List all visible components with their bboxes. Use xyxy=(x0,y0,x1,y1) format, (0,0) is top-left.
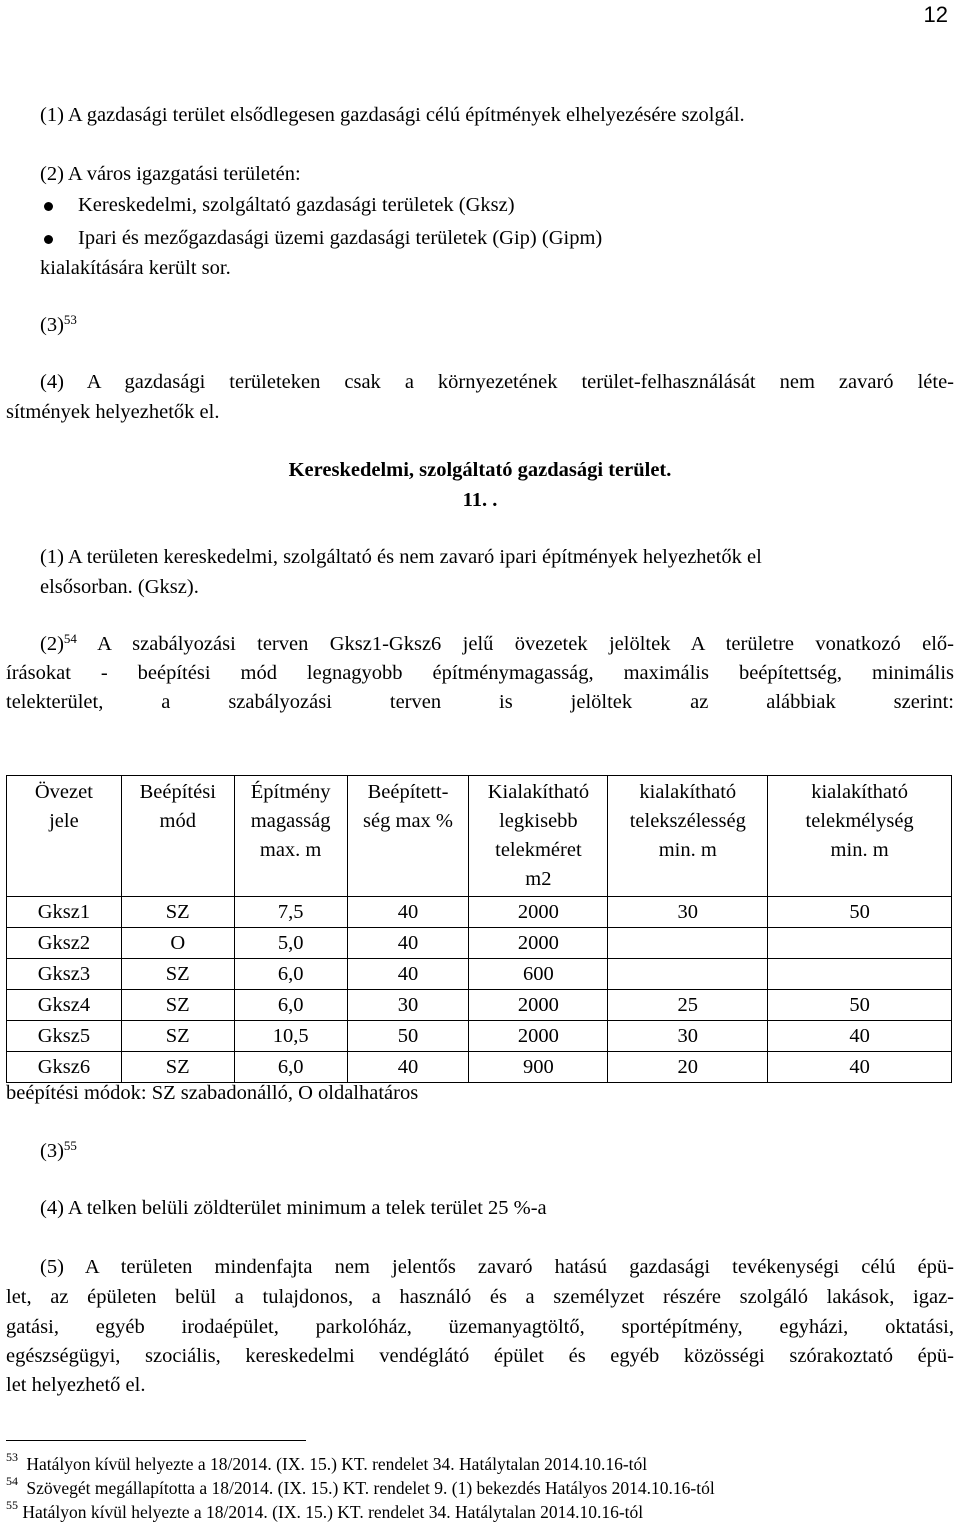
table-cell: 5,0 xyxy=(234,928,347,959)
footnote xyxy=(6,1450,648,1475)
section-paragraph-5-line: let, az épületen belül a tulajdonos, a használó és a személyzet részére szolgáló lakások, igaz- xyxy=(6,1286,954,1308)
footnote-text: Hatályon kívül helyezte a 18/2014. (IX. 15.) KT. rendelet 34. Hatálytalan 2014.10.16-tól xyxy=(26,1454,648,1474)
table-cell xyxy=(768,959,952,990)
header-line: Övezet xyxy=(34,781,93,803)
header-line: telekszélesség xyxy=(629,810,746,832)
table-cell: 2000 xyxy=(469,990,608,1021)
section-paragraph-5-line: gatási, egyéb irodaépület, parkolóház, üzemanyagtöltő, sportépítmény, egyházi, oktatási, xyxy=(6,1316,954,1338)
header-line: max. m xyxy=(259,839,322,861)
section-paragraph-5-line: egészségügyi, szociális, kereskedelmi vendéglátó épület és egyéb közösségi szórakoztató épü- xyxy=(6,1345,954,1367)
table-cell: 10,5 xyxy=(234,1021,347,1052)
footnote-number: 54 xyxy=(6,1474,18,1488)
header-line: telekmélység xyxy=(805,810,914,832)
table-cell xyxy=(608,959,768,990)
table-cell: 40 xyxy=(347,928,469,959)
table-cell: O xyxy=(121,928,234,959)
table-cell: 50 xyxy=(347,1021,469,1052)
paragraph-4-line-1: (4) A gazdasági területeken csak a környezetének terület-felhasználását nem zavaró léte- xyxy=(40,371,954,393)
footnote-text: Szövegét megállapította a 18/2014. (IX. 15.) KT. rendelet 9. (1) bekezdés Hatályos 2014.10.16-tól xyxy=(26,1478,715,1498)
footnote-ref: 54 xyxy=(63,631,77,646)
table-cell: 25 xyxy=(608,990,768,1021)
paragraph-label: (2) xyxy=(40,633,64,655)
table-cell: SZ xyxy=(121,959,234,990)
table-header-cell xyxy=(469,776,608,897)
table-header-row xyxy=(7,776,952,897)
table-cell: 30 xyxy=(347,990,469,1021)
footnote-ref: 55 xyxy=(63,1138,77,1153)
section-paragraph-5-line: (5) A területen mindenfajta nem jelentős zavaró hatású gazdasági tevékenységi célú épü- xyxy=(40,1256,954,1278)
paragraph-2-intro: (2) A város igazgatási területén: xyxy=(40,163,301,185)
table-cell: SZ xyxy=(121,990,234,1021)
table-cell: 600 xyxy=(469,959,608,990)
header-line: magasság xyxy=(250,810,331,832)
header-line: min. m xyxy=(658,839,717,861)
paragraph-1: (1) A gazdasági terület elsődlegesen gazdasági célú építmények elhelyezésére szolgál. xyxy=(40,104,745,126)
table-header-cell xyxy=(768,776,952,897)
header-line: legkisebb xyxy=(499,810,578,832)
header-line: Kialakítható xyxy=(487,781,590,803)
table-cell xyxy=(608,928,768,959)
table-cell xyxy=(768,928,952,959)
bullet-icon xyxy=(44,202,53,211)
table-row xyxy=(7,1021,952,1052)
paragraph-3 xyxy=(40,311,77,341)
paragraph-label: (3) xyxy=(40,314,64,336)
header-line: kialakítható xyxy=(639,781,737,803)
table-cell: Gksz6 xyxy=(7,1052,122,1083)
table-cell: SZ xyxy=(121,897,234,928)
paragraph-text: A szabályozási terven Gksz1-Gksz6 jelű övezetek jelöltek A területre vonatkozó elő- xyxy=(97,633,954,655)
header-line: kialakítható xyxy=(811,781,908,803)
table-header-cell xyxy=(7,776,122,897)
table-row xyxy=(7,959,952,990)
table-cell: 20 xyxy=(608,1052,768,1083)
table-row xyxy=(7,990,952,1021)
table-cell: 2000 xyxy=(469,897,608,928)
paragraph-label: (3) xyxy=(40,1140,64,1162)
table-header-cell xyxy=(347,776,469,897)
footnote-ref: 53 xyxy=(63,312,77,327)
table-cell: 7,5 xyxy=(234,897,347,928)
table-cell: 40 xyxy=(347,897,469,928)
table-cell: 6,0 xyxy=(234,990,347,1021)
table-cell: 30 xyxy=(608,897,768,928)
footnote-number: 55 xyxy=(6,1498,18,1512)
table-cell: SZ xyxy=(121,1052,234,1083)
table-cell: 40 xyxy=(347,1052,469,1083)
header-line: mód xyxy=(159,810,196,832)
table-row xyxy=(7,928,952,959)
section-paragraph-3 xyxy=(40,1137,77,1167)
table-cell: 2000 xyxy=(469,928,608,959)
bullet-icon xyxy=(44,235,53,244)
table-cell: 40 xyxy=(768,1052,952,1083)
page-number: 12 xyxy=(923,2,948,27)
table-cell: SZ xyxy=(121,1021,234,1052)
bullet-text: Kereskedelmi, szolgáltató gazdasági területek (Gksz) xyxy=(78,194,515,216)
section-paragraph-1-line-1: (1) A területen kereskedelmi, szolgáltató és nem zavaró ipari építmények helyezhetők el xyxy=(40,546,762,568)
table-cell: 50 xyxy=(768,897,952,928)
header-line: Beépítési xyxy=(139,781,216,803)
section-paragraph-2-line-2: írásokat - beépítési mód legnagyobb építménymagasság, maximális beépítettség, minimális xyxy=(6,662,954,684)
section-paragraph-4: (4) A telken belüli zöldterület minimum a telek terület 25 %-a xyxy=(40,1197,547,1219)
header-line: ség max % xyxy=(363,810,453,832)
header-line: telekméret xyxy=(495,839,582,861)
table-note: beépítési módok: SZ szabadonálló, O oldalhatáros xyxy=(6,1082,419,1104)
paragraph-2-end: kialakítására került sor. xyxy=(40,257,231,279)
table-cell: 6,0 xyxy=(234,1052,347,1083)
table-header-cell xyxy=(234,776,347,897)
table-header-cell xyxy=(608,776,768,897)
header-line: jele xyxy=(49,810,79,832)
section-paragraph-2-line-1 xyxy=(40,630,954,660)
table-cell: Gksz4 xyxy=(7,990,122,1021)
table-cell: 6,0 xyxy=(234,959,347,990)
footnote xyxy=(6,1474,715,1499)
section-paragraph-5-line: let helyezhető el. xyxy=(6,1374,146,1396)
paragraph-4-line-2: sítmények helyezhetők el. xyxy=(6,401,220,423)
table-row xyxy=(7,1052,952,1083)
table-cell: 900 xyxy=(469,1052,608,1083)
table-cell: Gksz2 xyxy=(7,928,122,959)
table-cell: Gksz5 xyxy=(7,1021,122,1052)
header-line: Beépített- xyxy=(367,781,449,803)
table-header-cell xyxy=(121,776,234,897)
section-paragraph-2-line-3: telekterület, a szabályozási terven is jelöltek az alábbiak szerint: xyxy=(6,691,954,713)
table-cell: 40 xyxy=(768,1021,952,1052)
header-line: min. m xyxy=(830,839,889,861)
bullet-text: Ipari és mezőgazdasági üzemi gazdasági területek (Gip) (Gipm) xyxy=(78,227,603,249)
section-heading: Kereskedelmi, szolgáltató gazdasági terület. xyxy=(288,459,672,481)
footnote-text: Hatályon kívül helyezte a 18/2014. (IX. 15.) KT. rendelet 34. Hatálytalan 2014.10.16-tól xyxy=(22,1502,644,1522)
table-cell: 50 xyxy=(768,990,952,1021)
table-cell: 40 xyxy=(347,959,469,990)
section-paragraph-1-line-2: elsősorban. (Gksz). xyxy=(40,576,199,598)
zone-regulations-table xyxy=(6,775,952,1083)
table-cell: Gksz3 xyxy=(7,959,122,990)
section-number: 11. . xyxy=(462,489,498,511)
table-cell: Gksz1 xyxy=(7,897,122,928)
header-line: Építmény xyxy=(250,781,331,803)
footnote-number: 53 xyxy=(6,1450,18,1464)
table-row xyxy=(7,897,952,928)
table-cell: 30 xyxy=(608,1021,768,1052)
table-cell: 2000 xyxy=(469,1021,608,1052)
header-line: m2 xyxy=(525,868,552,890)
footnote xyxy=(6,1498,644,1523)
footnote-separator xyxy=(6,1440,306,1441)
